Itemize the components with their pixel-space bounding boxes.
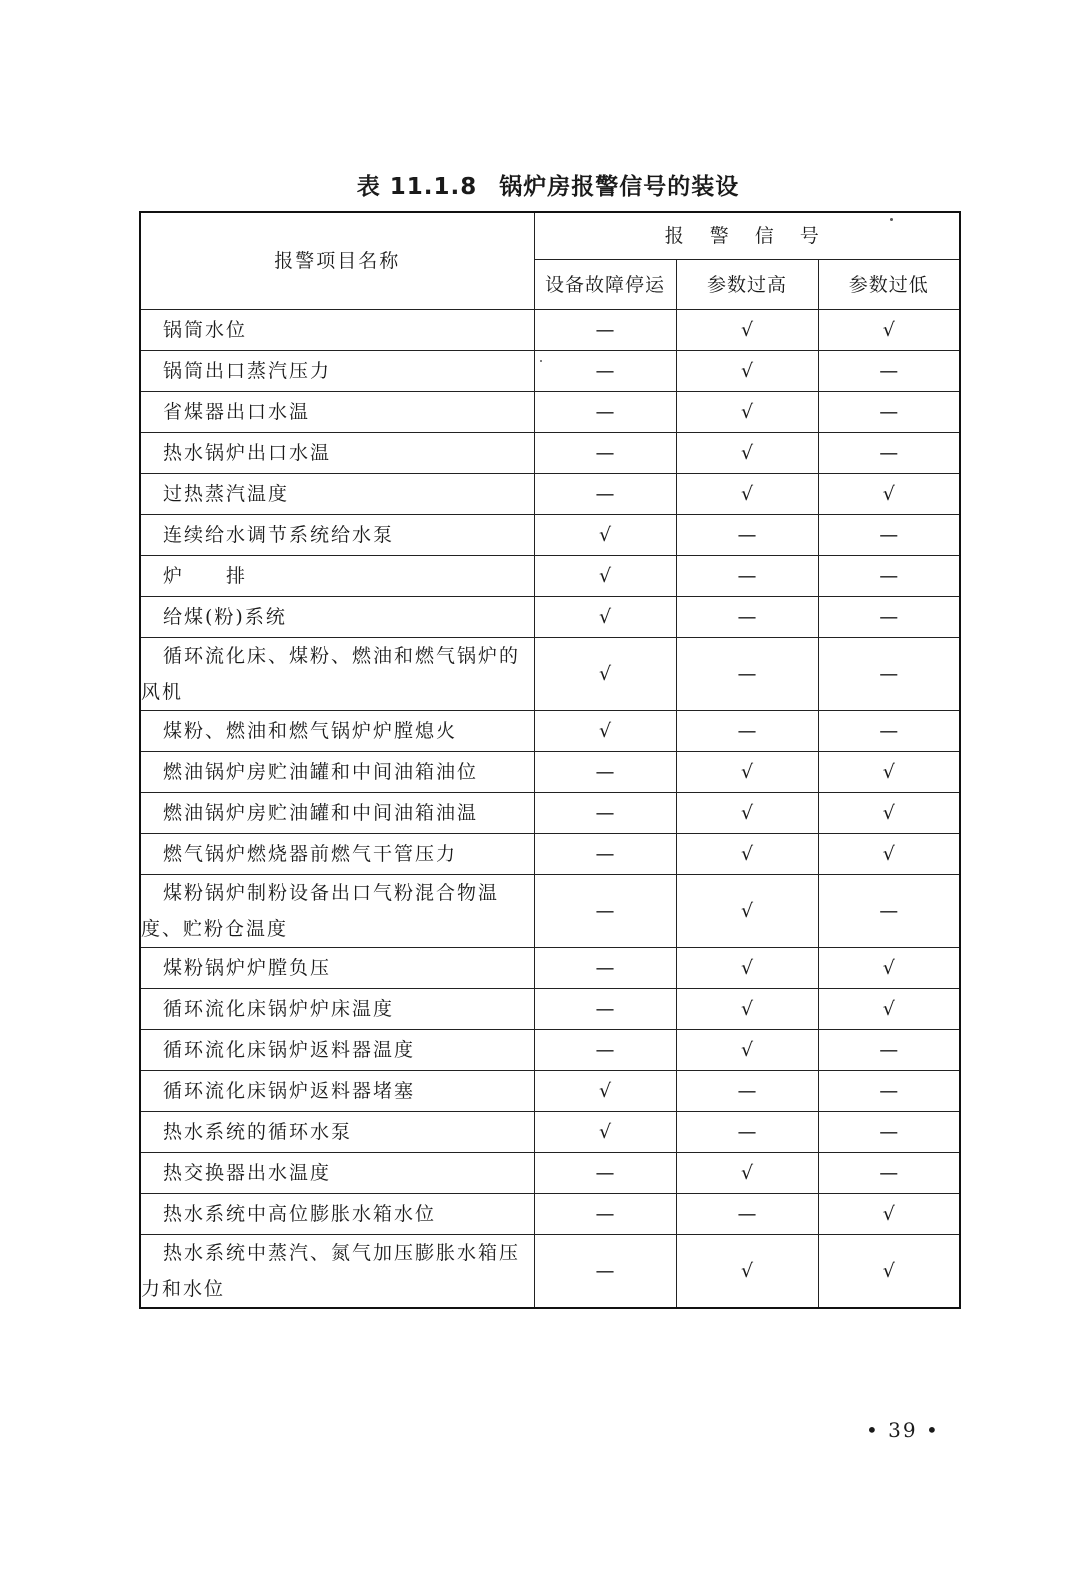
table-row: [140, 1153, 960, 1194]
cell-equipment-stop: —: [534, 1194, 676, 1235]
row-item-label: 燃油锅炉房贮油罐和中间油箱油温: [163, 802, 479, 824]
row-item-label: 热水系统中高位膨胀水箱水位: [163, 1203, 437, 1225]
cell-param-high: —: [676, 711, 818, 752]
cell-param-high: √: [676, 875, 818, 948]
cell-equipment-stop: —: [534, 948, 676, 989]
row-item-name: [140, 1235, 534, 1309]
row-item-label: 煤粉、燃油和燃气锅炉炉膛熄火: [163, 720, 458, 742]
row-item-name: [140, 392, 534, 433]
cell-param-high: —: [676, 556, 818, 597]
table-row: [140, 310, 960, 351]
cell-equipment-stop: —: [534, 433, 676, 474]
cell-param-high: √: [676, 834, 818, 875]
row-item-label: 热交换器出水温度: [163, 1162, 332, 1184]
cell-param-high: √: [676, 1235, 818, 1309]
cell-param-high: √: [676, 1153, 818, 1194]
row-item-label: 热水锅炉出口水温: [163, 442, 332, 464]
row-item-name: [140, 597, 534, 638]
cell-equipment-stop: √: [534, 515, 676, 556]
cell-param-high: √: [676, 310, 818, 351]
table-row: [140, 752, 960, 793]
cell-param-low: —: [818, 556, 960, 597]
cell-param-high: —: [676, 1071, 818, 1112]
cell-param-high: √: [676, 433, 818, 474]
cell-equipment-stop: —: [534, 351, 676, 392]
alarm-signal-table: [139, 211, 961, 1309]
cell-param-low: —: [818, 875, 960, 948]
table-row: [140, 793, 960, 834]
row-item-name: [140, 1194, 534, 1235]
header-param-high: 参数过高: [676, 260, 818, 310]
row-item-label: 煤粉锅炉制粉设备出口气粉混合物温度、贮粉仓温度: [141, 882, 500, 940]
row-item-label: 省煤器出口水温: [163, 401, 311, 423]
table-row: [140, 1194, 960, 1235]
cell-param-low: —: [818, 433, 960, 474]
row-item-label: 煤粉锅炉炉膛负压: [163, 957, 332, 979]
cell-param-high: √: [676, 989, 818, 1030]
cell-param-low: √: [818, 793, 960, 834]
row-item-label: 热水系统中蒸汽、氮气加压膨胀水箱压力和水位: [141, 1242, 521, 1300]
cell-param-low: —: [818, 1112, 960, 1153]
row-item-name: [140, 834, 534, 875]
row-item-name: [140, 989, 534, 1030]
header-param-low: 参数过低: [818, 260, 960, 310]
header-item-name: 报警项目名称: [140, 212, 534, 310]
cell-equipment-stop: √: [534, 638, 676, 711]
row-item-name: [140, 474, 534, 515]
table-body: [140, 310, 960, 1309]
row-item-label: 锅筒水位: [163, 319, 248, 341]
cell-param-low: —: [818, 1153, 960, 1194]
table-row: [140, 875, 960, 948]
cell-param-high: —: [676, 1112, 818, 1153]
row-item-name: [140, 1030, 534, 1071]
row-item-name: [140, 1153, 534, 1194]
cell-param-low: —: [818, 711, 960, 752]
table-row: [140, 1112, 960, 1153]
row-item-name: [140, 638, 534, 711]
cell-param-low: √: [818, 989, 960, 1030]
row-item-label: 循环流化床、煤粉、燃油和燃气锅炉的风机: [141, 645, 521, 703]
row-item-label: 循环流化床锅炉返料器堵塞: [163, 1080, 416, 1102]
row-item-name: [140, 556, 534, 597]
cell-equipment-stop: —: [534, 752, 676, 793]
row-item-name: [140, 948, 534, 989]
row-item-name: [140, 793, 534, 834]
table-caption: [0, 168, 1080, 201]
cell-param-high: √: [676, 474, 818, 515]
row-item-label: 连续给水调节系统给水泵: [163, 524, 395, 546]
cell-param-high: √: [676, 793, 818, 834]
cell-equipment-stop: —: [534, 875, 676, 948]
row-item-name: [140, 711, 534, 752]
cell-param-low: √: [818, 948, 960, 989]
cell-param-high: √: [676, 1030, 818, 1071]
cell-equipment-stop: —: [534, 1235, 676, 1309]
cell-param-high: √: [676, 752, 818, 793]
table-row: [140, 515, 960, 556]
cell-equipment-stop: —: [534, 392, 676, 433]
row-item-label: 燃油锅炉房贮油罐和中间油箱油位: [163, 761, 479, 783]
cell-equipment-stop: —: [534, 793, 676, 834]
cell-param-low: —: [818, 351, 960, 392]
table-row: [140, 834, 960, 875]
table-row: [140, 433, 960, 474]
row-item-name: [140, 752, 534, 793]
cell-param-high: —: [676, 597, 818, 638]
cell-param-low: —: [818, 515, 960, 556]
cell-param-low: √: [818, 474, 960, 515]
cell-param-low: —: [818, 638, 960, 711]
cell-equipment-stop: √: [534, 597, 676, 638]
cell-equipment-stop: —: [534, 834, 676, 875]
cell-param-low: —: [818, 392, 960, 433]
row-item-label: 锅筒出口蒸汽压力: [163, 360, 332, 382]
cell-param-high: √: [676, 948, 818, 989]
cell-param-low: —: [818, 1071, 960, 1112]
cell-param-high: √: [676, 392, 818, 433]
table-row: [140, 948, 960, 989]
cell-param-low: —: [818, 1030, 960, 1071]
header-alarm-signal: 报 警 信 号: [534, 212, 960, 260]
row-item-name: [140, 310, 534, 351]
page-number: • 39 •: [866, 1418, 940, 1442]
table-row: [140, 474, 960, 515]
scan-speck: [540, 360, 542, 362]
cell-equipment-stop: √: [534, 1112, 676, 1153]
table-row: [140, 638, 960, 711]
cell-param-low: √: [818, 1194, 960, 1235]
row-item-label: 热水系统的循环水泵: [163, 1121, 353, 1143]
cell-param-low: √: [818, 1235, 960, 1309]
table-row: [140, 351, 960, 392]
table-row: [140, 989, 960, 1030]
row-item-name: [140, 515, 534, 556]
table-number: 表 11.1.8: [356, 174, 478, 200]
table-title: 锅炉房报警信号的装设: [499, 174, 740, 200]
table-row: [140, 711, 960, 752]
cell-equipment-stop: —: [534, 1030, 676, 1071]
scan-speck: [890, 218, 893, 221]
row-item-name: [140, 433, 534, 474]
cell-param-low: —: [818, 597, 960, 638]
cell-equipment-stop: —: [534, 310, 676, 351]
row-item-label: 给煤(粉)系统: [163, 606, 287, 628]
cell-param-high: —: [676, 1194, 818, 1235]
cell-param-low: √: [818, 834, 960, 875]
row-item-label: 炉 排: [163, 565, 248, 587]
cell-equipment-stop: —: [534, 474, 676, 515]
cell-param-high: —: [676, 638, 818, 711]
row-item-label: 燃气锅炉燃烧器前燃气干管压力: [163, 843, 458, 865]
cell-param-low: √: [818, 752, 960, 793]
row-item-name: [140, 351, 534, 392]
table-row: [140, 1071, 960, 1112]
cell-param-high: —: [676, 515, 818, 556]
row-item-name: [140, 1071, 534, 1112]
cell-equipment-stop: —: [534, 989, 676, 1030]
cell-equipment-stop: √: [534, 1071, 676, 1112]
cell-equipment-stop: √: [534, 711, 676, 752]
row-item-name: [140, 875, 534, 948]
table-row: [140, 556, 960, 597]
row-item-label: 过热蒸汽温度: [163, 483, 290, 505]
table-row: [140, 1235, 960, 1309]
row-item-label: 循环流化床锅炉炉床温度: [163, 998, 395, 1020]
cell-equipment-stop: —: [534, 1153, 676, 1194]
cell-equipment-stop: √: [534, 556, 676, 597]
table-row: [140, 1030, 960, 1071]
header-equipment-stop: 设备故障停运: [534, 260, 676, 310]
cell-param-high: √: [676, 351, 818, 392]
row-item-name: [140, 1112, 534, 1153]
table-row: [140, 597, 960, 638]
row-item-label: 循环流化床锅炉返料器温度: [163, 1039, 416, 1061]
table-row: [140, 392, 960, 433]
cell-param-low: √: [818, 310, 960, 351]
